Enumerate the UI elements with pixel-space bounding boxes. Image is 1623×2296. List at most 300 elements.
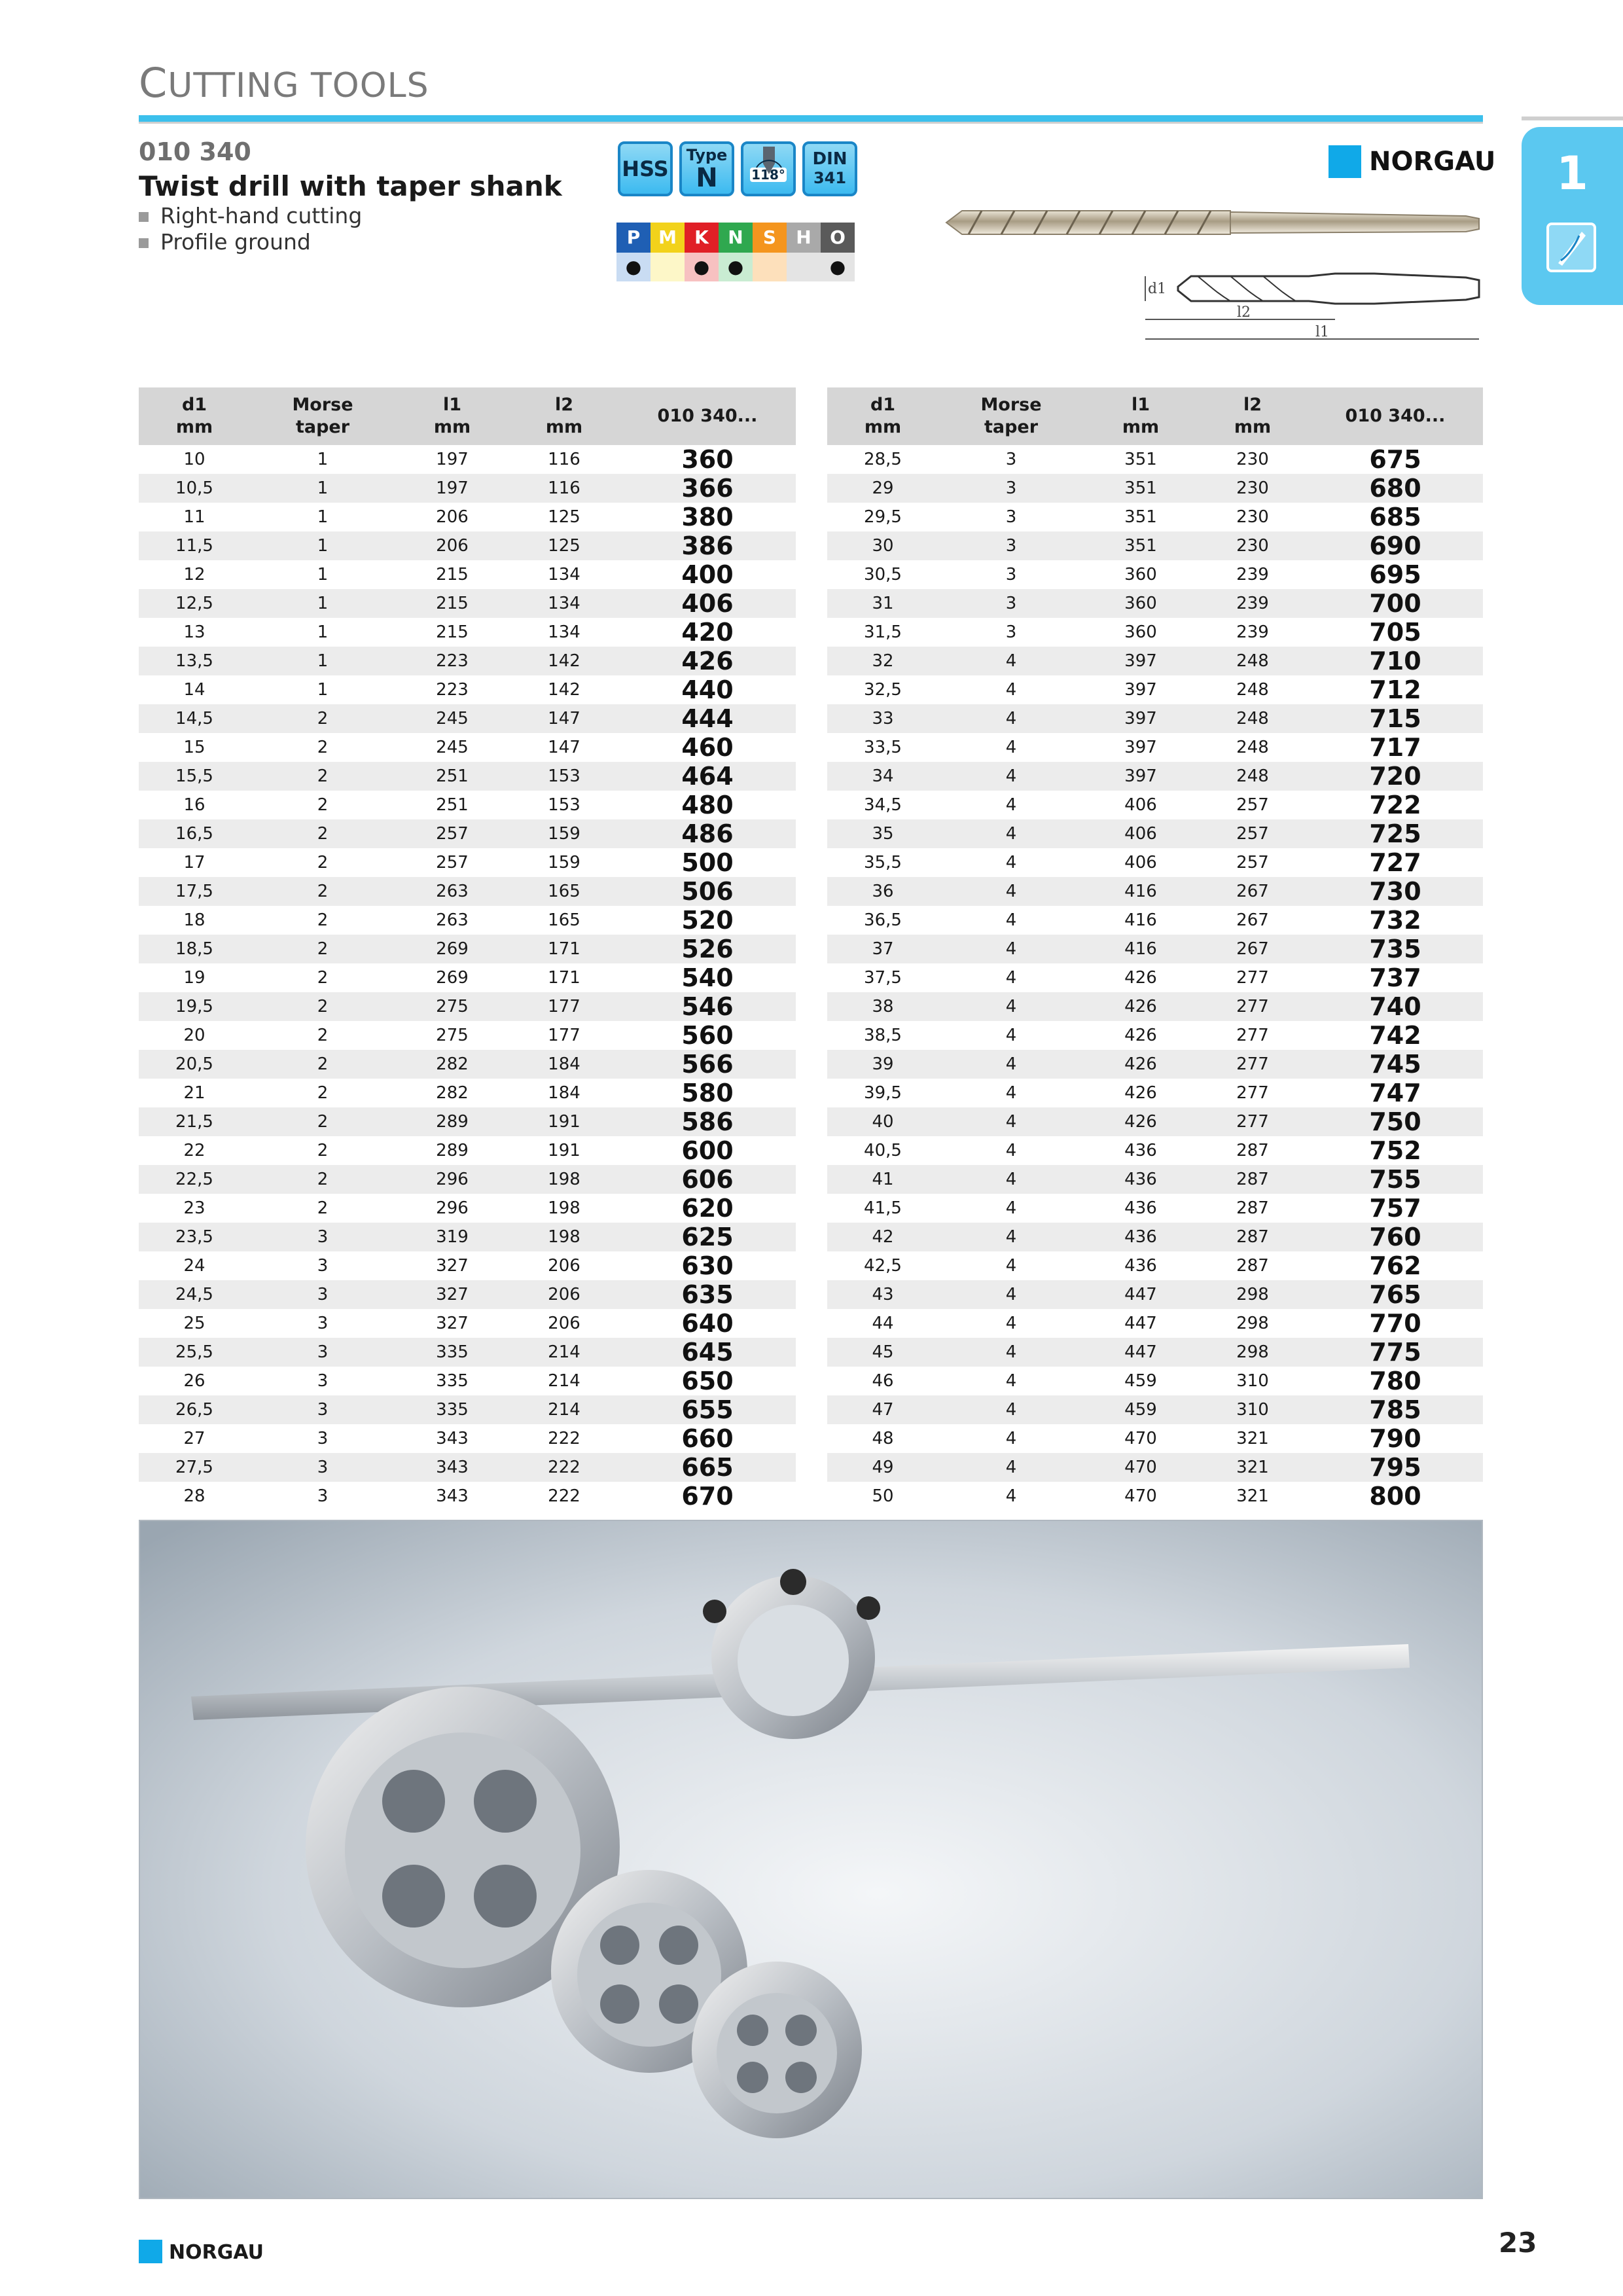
cell-code: 620	[619, 1194, 796, 1223]
cell-l2: 165	[509, 906, 619, 935]
cell-code: 712	[1308, 675, 1483, 704]
table-row	[827, 1079, 1483, 1107]
cell-l1: 360	[1084, 618, 1198, 647]
cell-l2: 277	[1198, 1050, 1308, 1079]
cell-code: 360	[619, 445, 796, 474]
cell-d1: 25	[139, 1309, 250, 1338]
table-row	[139, 877, 796, 906]
cell-morse: 2	[250, 819, 395, 848]
cell-code: 486	[619, 819, 796, 848]
col-l2: l2 mm	[509, 387, 619, 445]
cell-code: 710	[1308, 647, 1483, 675]
cell-d1: 45	[827, 1338, 938, 1367]
table-row	[139, 1050, 796, 1079]
type-badge: Type N	[679, 141, 734, 196]
cell-l1: 470	[1084, 1482, 1198, 1511]
cell-code: 665	[619, 1453, 796, 1482]
cell-l1: 436	[1084, 1194, 1198, 1223]
table-row	[139, 1395, 796, 1424]
cell-morse: 2	[250, 1165, 395, 1194]
table-row	[827, 1223, 1483, 1251]
cell-d1: 21,5	[139, 1107, 250, 1136]
cell-morse: 4	[938, 1050, 1084, 1079]
cell-d1: 37	[827, 935, 938, 963]
chapter-tab[interactable]	[1522, 127, 1623, 305]
cell-l1: 470	[1084, 1453, 1198, 1482]
cell-code: 640	[619, 1309, 796, 1338]
cell-d1: 24	[139, 1251, 250, 1280]
table-row	[827, 503, 1483, 531]
cell-l2: 287	[1198, 1194, 1308, 1223]
cell-code: 737	[1308, 963, 1483, 992]
material-p-mark: ●	[616, 253, 651, 281]
cell-l2: 153	[509, 762, 619, 791]
table-row	[827, 1021, 1483, 1050]
cell-l2: 159	[509, 819, 619, 848]
cell-l1: 397	[1084, 733, 1198, 762]
cell-morse: 2	[250, 733, 395, 762]
cell-l2: 248	[1198, 762, 1308, 791]
cell-l2: 142	[509, 647, 619, 675]
cell-l2: 248	[1198, 704, 1308, 733]
cell-d1: 13	[139, 618, 250, 647]
cell-l1: 397	[1084, 675, 1198, 704]
cell-code: 740	[1308, 992, 1483, 1021]
cell-l1: 416	[1084, 906, 1198, 935]
cell-l2: 177	[509, 992, 619, 1021]
table-row	[139, 1223, 796, 1251]
cell-morse: 2	[250, 704, 395, 733]
cell-morse: 2	[250, 963, 395, 992]
cell-l2: 222	[509, 1424, 619, 1453]
table-row	[827, 819, 1483, 848]
cell-morse: 4	[938, 791, 1084, 819]
cell-morse: 3	[938, 531, 1084, 560]
cell-morse: 4	[938, 733, 1084, 762]
cell-d1: 21	[139, 1079, 250, 1107]
cell-morse: 3	[938, 474, 1084, 503]
table-row	[827, 1395, 1483, 1424]
cell-d1: 17	[139, 848, 250, 877]
cell-code: 460	[619, 733, 796, 762]
cell-morse: 2	[250, 1021, 395, 1050]
cell-d1: 19,5	[139, 992, 250, 1021]
cell-l2: 116	[509, 445, 619, 474]
cell-d1: 31,5	[827, 618, 938, 647]
cell-l1: 275	[395, 1021, 509, 1050]
cell-d1: 36	[827, 877, 938, 906]
cell-l2: 191	[509, 1107, 619, 1136]
table-row	[139, 1424, 796, 1453]
cell-morse: 3	[938, 445, 1084, 474]
header-rule-shadow	[139, 122, 1483, 124]
cell-l1: 343	[395, 1453, 509, 1482]
cell-morse: 4	[938, 963, 1084, 992]
cell-l2: 230	[1198, 531, 1308, 560]
cell-d1: 20	[139, 1021, 250, 1050]
cell-code: 762	[1308, 1251, 1483, 1280]
material-n-label: N	[719, 223, 753, 253]
cell-d1: 42,5	[827, 1251, 938, 1280]
cell-morse: 3	[250, 1223, 395, 1251]
cell-code: 464	[619, 762, 796, 791]
cell-l2: 248	[1198, 675, 1308, 704]
cell-code: 685	[1308, 503, 1483, 531]
cell-morse: 4	[938, 1251, 1084, 1280]
cell-l1: 296	[395, 1194, 509, 1223]
table-row	[827, 791, 1483, 819]
cell-d1: 16,5	[139, 819, 250, 848]
material-n-mark: ●	[719, 253, 753, 281]
cell-l2: 267	[1198, 906, 1308, 935]
cell-l2: 230	[1198, 503, 1308, 531]
table-row	[139, 704, 796, 733]
cell-morse: 4	[938, 877, 1084, 906]
product-code: 010 340	[139, 137, 251, 166]
cell-code: 752	[1308, 1136, 1483, 1165]
table-row	[139, 503, 796, 531]
cell-l1: 223	[395, 647, 509, 675]
cell-l1: 343	[395, 1424, 509, 1453]
cell-l1: 416	[1084, 877, 1198, 906]
cell-code: 630	[619, 1251, 796, 1280]
cell-l1: 470	[1084, 1424, 1198, 1453]
cell-l2: 153	[509, 791, 619, 819]
cell-d1: 28,5	[827, 445, 938, 474]
cell-code: 700	[1308, 589, 1483, 618]
cell-code: 560	[619, 1021, 796, 1050]
table-row	[139, 1194, 796, 1223]
drill-photo	[942, 196, 1483, 246]
cell-code: 720	[1308, 762, 1483, 791]
cell-l1: 327	[395, 1251, 509, 1280]
cell-morse: 3	[250, 1395, 395, 1424]
cell-l2: 321	[1198, 1482, 1308, 1511]
table-row	[139, 733, 796, 762]
material-k-mark: ●	[685, 253, 719, 281]
cell-d1: 27	[139, 1424, 250, 1453]
col-code: 010 340...	[1308, 387, 1483, 445]
table-row	[139, 474, 796, 503]
cell-d1: 12	[139, 560, 250, 589]
cell-d1: 41	[827, 1165, 938, 1194]
cell-d1: 12,5	[139, 589, 250, 618]
cell-morse: 3	[250, 1367, 395, 1395]
cell-l1: 269	[395, 935, 509, 963]
cell-morse: 1	[250, 445, 395, 474]
table-row	[139, 589, 796, 618]
table-row	[139, 1482, 796, 1511]
cell-morse: 1	[250, 531, 395, 560]
cell-d1: 35	[827, 819, 938, 848]
material-s-mark	[753, 253, 787, 281]
d1-label: d1	[1148, 281, 1167, 297]
drill-icon	[1546, 223, 1596, 272]
cell-d1: 32	[827, 647, 938, 675]
cell-l1: 327	[395, 1280, 509, 1309]
cell-code: 722	[1308, 791, 1483, 819]
l2-label: l2	[1237, 304, 1251, 321]
cell-morse: 1	[250, 618, 395, 647]
cell-l2: 239	[1198, 589, 1308, 618]
cell-l2: 287	[1198, 1136, 1308, 1165]
cell-l1: 197	[395, 474, 509, 503]
brand-square-icon	[1329, 145, 1361, 178]
cell-d1: 13,5	[139, 647, 250, 675]
cell-d1: 35,5	[827, 848, 938, 877]
cell-d1: 33	[827, 704, 938, 733]
cell-l1: 406	[1084, 819, 1198, 848]
cell-l2: 277	[1198, 1021, 1308, 1050]
feature-item: Profile ground	[139, 229, 311, 255]
cell-l1: 447	[1084, 1309, 1198, 1338]
cell-code: 440	[619, 675, 796, 704]
cell-l1: 335	[395, 1338, 509, 1367]
cell-code: 795	[1308, 1453, 1483, 1482]
cell-l1: 245	[395, 733, 509, 762]
cell-d1: 40	[827, 1107, 938, 1136]
cell-code: 580	[619, 1079, 796, 1107]
side-tab-rule	[1522, 117, 1623, 120]
cell-l2: 239	[1198, 560, 1308, 589]
cell-d1: 32,5	[827, 675, 938, 704]
cell-l1: 351	[1084, 503, 1198, 531]
cell-morse: 4	[938, 906, 1084, 935]
cell-l1: 282	[395, 1079, 509, 1107]
cell-l2: 230	[1198, 445, 1308, 474]
cell-morse: 4	[938, 762, 1084, 791]
cell-d1: 41,5	[827, 1194, 938, 1223]
col-morse: Morse taper	[938, 387, 1084, 445]
cell-l2: 134	[509, 589, 619, 618]
section-title: CUTTING TOOLS	[139, 59, 429, 107]
cell-d1: 30,5	[827, 560, 938, 589]
cell-l2: 277	[1198, 963, 1308, 992]
cell-l2: 321	[1198, 1424, 1308, 1453]
page-number: 23	[1499, 2227, 1537, 2259]
cell-d1: 25,5	[139, 1338, 250, 1367]
cell-code: 444	[619, 704, 796, 733]
cell-l1: 257	[395, 848, 509, 877]
cell-morse: 4	[938, 1424, 1084, 1453]
cell-morse: 2	[250, 791, 395, 819]
cell-l1: 289	[395, 1136, 509, 1165]
cell-code: 506	[619, 877, 796, 906]
cell-l1: 397	[1084, 647, 1198, 675]
cell-morse: 1	[250, 647, 395, 675]
table-row	[827, 474, 1483, 503]
cell-l1: 406	[1084, 791, 1198, 819]
cell-morse: 2	[250, 1136, 395, 1165]
cell-morse: 2	[250, 906, 395, 935]
cell-morse: 4	[938, 704, 1084, 733]
cell-l1: 426	[1084, 1021, 1198, 1050]
cell-l2: 222	[509, 1482, 619, 1511]
cell-morse: 4	[938, 1309, 1084, 1338]
chapter-number: 1	[1556, 147, 1588, 200]
cell-morse: 4	[938, 935, 1084, 963]
cell-l2: 267	[1198, 935, 1308, 963]
cell-d1: 31	[827, 589, 938, 618]
cell-code: 566	[619, 1050, 796, 1079]
material-m-mark	[651, 253, 685, 281]
cell-code: 717	[1308, 733, 1483, 762]
cell-l1: 245	[395, 704, 509, 733]
cell-l1: 426	[1084, 1079, 1198, 1107]
cell-code: 520	[619, 906, 796, 935]
cell-morse: 3	[938, 503, 1084, 531]
cell-d1: 10	[139, 445, 250, 474]
cell-code: 747	[1308, 1079, 1483, 1107]
cell-l2: 159	[509, 848, 619, 877]
cell-code: 650	[619, 1367, 796, 1395]
cell-l2: 214	[509, 1338, 619, 1367]
table-row	[139, 675, 796, 704]
cell-l1: 426	[1084, 963, 1198, 992]
l1-label: l1	[1315, 324, 1330, 340]
table-row	[827, 992, 1483, 1021]
table-row	[139, 848, 796, 877]
cell-l1: 289	[395, 1107, 509, 1136]
table-row	[827, 560, 1483, 589]
table-row	[139, 1165, 796, 1194]
cell-l2: 321	[1198, 1453, 1308, 1482]
cell-l2: 165	[509, 877, 619, 906]
cell-morse: 4	[938, 1079, 1084, 1107]
cell-l2: 248	[1198, 733, 1308, 762]
cell-code: 785	[1308, 1395, 1483, 1424]
table-row	[827, 963, 1483, 992]
table-row	[827, 1165, 1483, 1194]
cell-morse: 3	[250, 1338, 395, 1367]
table-row	[139, 1309, 796, 1338]
cell-morse: 4	[938, 1223, 1084, 1251]
table-row	[827, 733, 1483, 762]
table-row	[827, 675, 1483, 704]
cell-morse: 1	[250, 589, 395, 618]
cell-l2: 184	[509, 1050, 619, 1079]
table-row	[827, 647, 1483, 675]
table-row	[827, 1050, 1483, 1079]
cell-d1: 33,5	[827, 733, 938, 762]
material-m-label: M	[651, 223, 685, 253]
cell-morse: 4	[938, 675, 1084, 704]
cell-d1: 15	[139, 733, 250, 762]
cell-l2: 257	[1198, 791, 1308, 819]
cell-l2: 257	[1198, 848, 1308, 877]
cell-l1: 397	[1084, 704, 1198, 733]
cell-l1: 436	[1084, 1251, 1198, 1280]
cell-l1: 416	[1084, 935, 1198, 963]
cell-d1: 46	[827, 1367, 938, 1395]
table-row	[827, 762, 1483, 791]
cell-l1: 257	[395, 819, 509, 848]
cell-morse: 2	[250, 762, 395, 791]
cell-l1: 215	[395, 589, 509, 618]
table-row	[827, 848, 1483, 877]
bullet-icon	[139, 238, 149, 248]
cell-l1: 459	[1084, 1367, 1198, 1395]
cell-d1: 11,5	[139, 531, 250, 560]
cell-code: 500	[619, 848, 796, 877]
cell-morse: 3	[250, 1309, 395, 1338]
table-row	[139, 531, 796, 560]
drill-technical-drawing	[1139, 254, 1483, 352]
cell-l2: 267	[1198, 877, 1308, 906]
header-rule	[139, 115, 1483, 122]
cell-code: 750	[1308, 1107, 1483, 1136]
cell-d1: 39	[827, 1050, 938, 1079]
cell-l2: 171	[509, 963, 619, 992]
cell-l2: 147	[509, 704, 619, 733]
cell-l2: 230	[1198, 474, 1308, 503]
cell-code: 690	[1308, 531, 1483, 560]
cell-l1: 426	[1084, 1107, 1198, 1136]
material-h-mark	[787, 253, 821, 281]
cell-morse: 2	[250, 1194, 395, 1223]
cell-code: 757	[1308, 1194, 1483, 1223]
cell-morse: 1	[250, 503, 395, 531]
material-p-label: P	[616, 223, 651, 253]
col-morse: Morse taper	[250, 387, 395, 445]
cell-l2: 116	[509, 474, 619, 503]
cell-morse: 3	[250, 1280, 395, 1309]
cell-code: 755	[1308, 1165, 1483, 1194]
cell-code: 635	[619, 1280, 796, 1309]
cell-d1: 39,5	[827, 1079, 938, 1107]
cell-d1: 36,5	[827, 906, 938, 935]
cell-l2: 298	[1198, 1280, 1308, 1309]
cell-l1: 335	[395, 1367, 509, 1395]
cell-code: 406	[619, 589, 796, 618]
cell-d1: 15,5	[139, 762, 250, 791]
cell-code: 625	[619, 1223, 796, 1251]
cell-l1: 263	[395, 906, 509, 935]
table-row	[139, 647, 796, 675]
cell-morse: 3	[250, 1424, 395, 1453]
spec-table-left	[139, 387, 796, 1511]
cell-morse: 4	[938, 992, 1084, 1021]
table-row	[827, 1424, 1483, 1453]
cell-d1: 38	[827, 992, 938, 1021]
cell-l2: 214	[509, 1395, 619, 1424]
cell-l1: 215	[395, 618, 509, 647]
cell-d1: 37,5	[827, 963, 938, 992]
cell-l2: 125	[509, 503, 619, 531]
hss-badge: HSS	[618, 141, 673, 196]
cell-code: 765	[1308, 1280, 1483, 1309]
cell-l2: 147	[509, 733, 619, 762]
product-title: Twist drill with taper shank	[139, 170, 562, 202]
cell-code: 695	[1308, 560, 1483, 589]
cell-morse: 3	[938, 560, 1084, 589]
cell-l2: 198	[509, 1223, 619, 1251]
cell-l1: 263	[395, 877, 509, 906]
table-row	[139, 1021, 796, 1050]
cell-code: 715	[1308, 704, 1483, 733]
table-row	[827, 1338, 1483, 1367]
cell-morse: 4	[938, 1367, 1084, 1395]
cell-d1: 29,5	[827, 503, 938, 531]
cell-l1: 360	[1084, 560, 1198, 589]
cell-l1: 406	[1084, 848, 1198, 877]
cell-morse: 2	[250, 848, 395, 877]
cell-morse: 4	[938, 819, 1084, 848]
table-row	[139, 445, 796, 474]
cell-d1: 26,5	[139, 1395, 250, 1424]
table-row	[827, 1367, 1483, 1395]
cell-l1: 343	[395, 1482, 509, 1511]
